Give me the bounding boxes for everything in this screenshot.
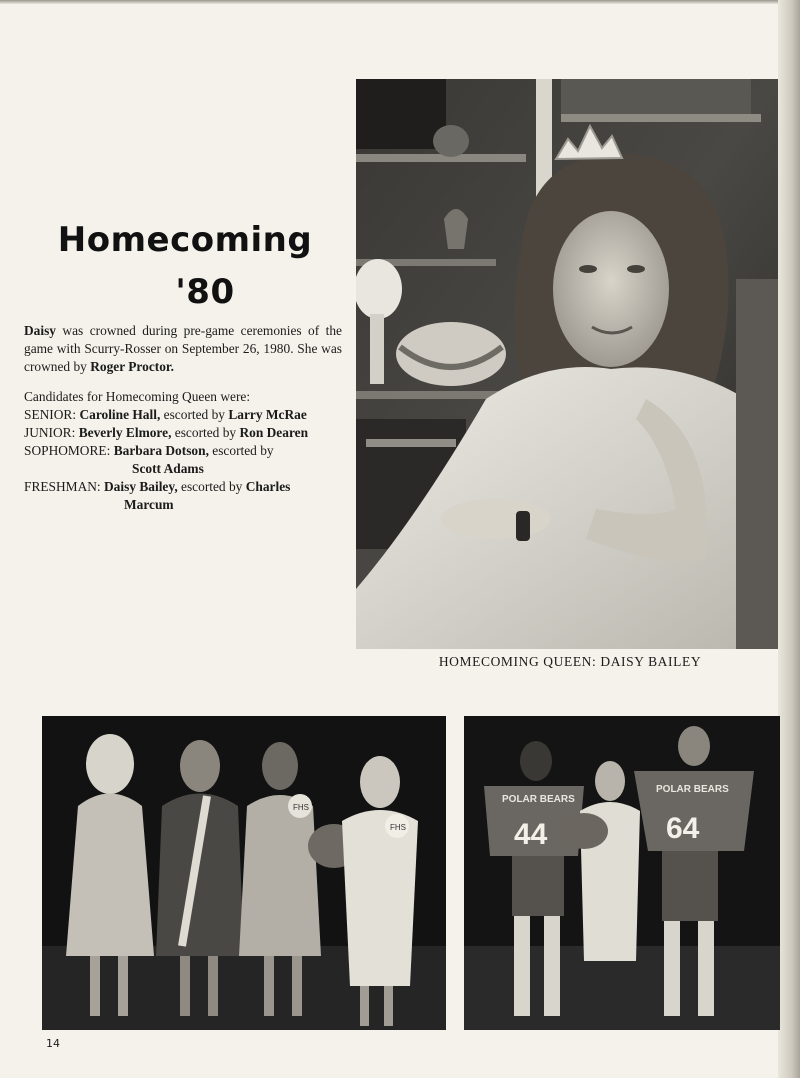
escort-name: Larry McRae — [228, 407, 307, 422]
candidate-freshman — [24, 478, 354, 496]
candidates-list — [24, 388, 354, 514]
class-label: FRESHMAN: — [24, 479, 101, 494]
candidate-senior — [24, 406, 354, 424]
escort-name: Scott Adams — [132, 461, 204, 476]
candidate-sophomore-escort — [24, 460, 354, 478]
escorted-text: escorted by — [177, 479, 246, 494]
class-label: JUNIOR: — [24, 425, 76, 440]
page-top-edge — [0, 0, 800, 4]
candidate-freshman-escort — [24, 496, 354, 514]
right-jersey-name: POLAR BEARS — [656, 784, 729, 795]
candidates-heading: Candidates for Homecoming Queen were: — [24, 389, 251, 404]
left-jersey-name: POLAR BEARS — [502, 794, 575, 805]
queen-with-escorts-photo — [464, 716, 780, 1030]
escort-name: Marcum — [124, 497, 174, 512]
intro-paragraph — [24, 322, 342, 376]
sash-text: FHS — [293, 803, 309, 812]
photo-caption: HOMECOMING QUEEN: DAISY BAILEY — [438, 654, 702, 669]
candidate-sophomore — [24, 442, 354, 460]
escorted-text: escorted by — [171, 425, 240, 440]
sash-text: FHS — [390, 823, 406, 832]
escort-name: Ron Dearen — [239, 425, 309, 440]
queen-name: Daisy — [24, 323, 56, 338]
intro-text: was crowned during pre-game ceremonies of the game with Scurry-Rosser on September 26, 1980. She was crowned by — [24, 323, 342, 374]
homecoming-court-photo-image — [42, 716, 446, 1030]
queen-with-escorts-photo-image — [464, 716, 780, 1030]
homecoming-queen-photo-image — [356, 79, 778, 649]
candidate-name: Daisy Bailey, — [104, 479, 178, 494]
candidate-junior — [24, 424, 354, 442]
page-title — [40, 214, 330, 318]
right-jersey-number: 64 — [666, 812, 700, 845]
homecoming-court-photo — [42, 716, 446, 1030]
candidate-name: Barbara Dotson, — [113, 443, 209, 458]
escorted-text: escorted by — [160, 407, 229, 422]
crowned-by-name: Roger Proctor. — [90, 359, 174, 374]
class-label: SENIOR: — [24, 407, 77, 422]
class-label: SOPHOMORE: — [24, 443, 111, 458]
candidate-name: Beverly Elmore, — [78, 425, 172, 440]
page-binding-edge — [778, 0, 800, 1078]
candidate-name: Caroline Hall, — [79, 407, 161, 422]
escorted-text: escorted by — [208, 443, 274, 458]
left-jersey-number: 44 — [514, 818, 548, 851]
page-number: 14 — [46, 1037, 60, 1050]
homecoming-queen-photo — [356, 79, 778, 649]
title-line-1: Homecoming — [57, 220, 313, 260]
escort-name: Charles — [245, 479, 291, 494]
title-line-2: '80 — [175, 272, 235, 312]
